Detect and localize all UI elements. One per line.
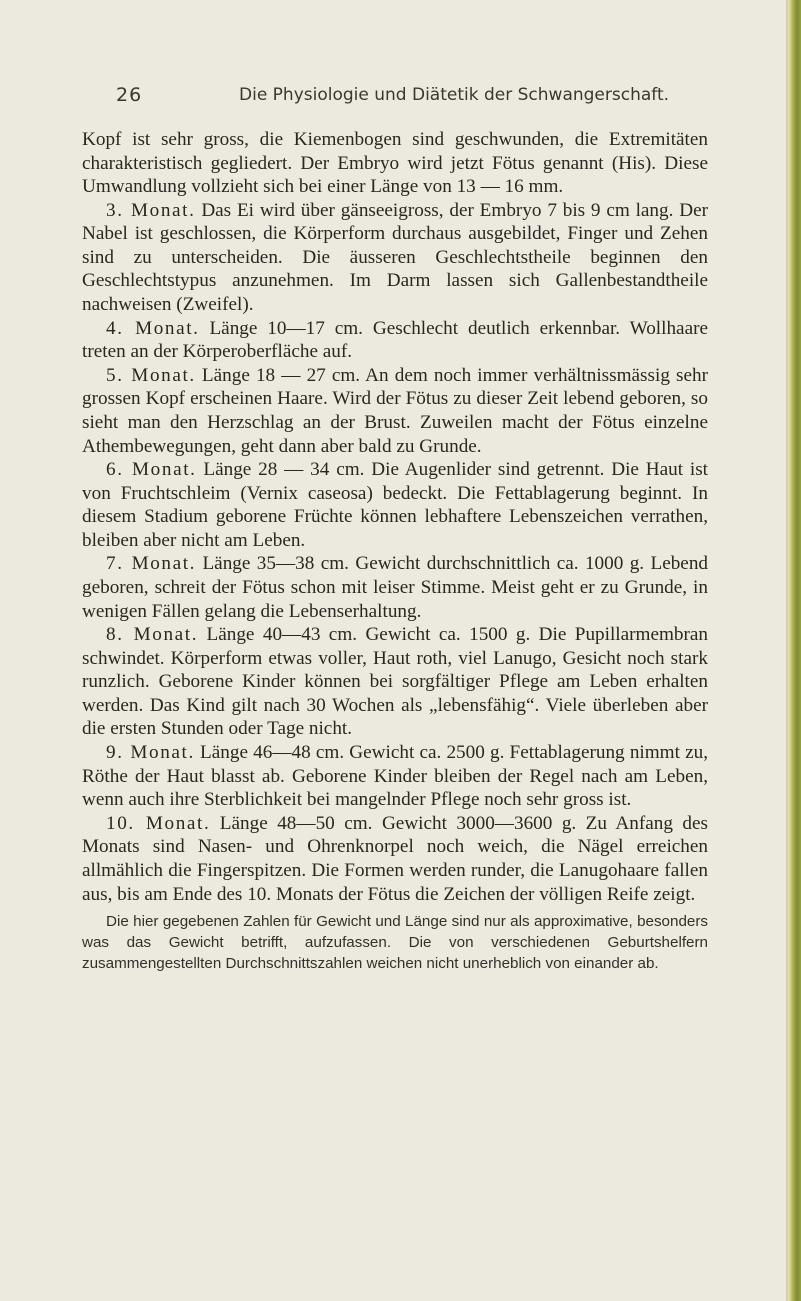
body-text [82, 128, 708, 974]
month-label: 10. Monat. [106, 812, 211, 834]
month-label: 6. Monat. [106, 459, 197, 481]
paragraph-text: Länge 28 — 34 cm. Die Augenlider sind getrennt. Die Haut ist von Fruchtschleim (Vernix caseosa) bedeckt. Die Fettablagerung beginnt. In diesem Stadium geborene Früchte können lebhaftere Lebenszeichen verrathen, bleiben aber nicht am Leben. [82, 459, 709, 551]
paragraph-month-4 [82, 317, 708, 364]
paragraph-month-9 [82, 741, 708, 812]
paragraph-month-8 [82, 623, 708, 741]
paragraph-text: Länge 35—38 cm. Gewicht durchschnittlich ca. 1000 g. Lebend geboren, schreit der Fötus schon mit leiser Stimme. Meist geht er zu Grunde, in wenigen Fällen gelang die Lebenserhaltung. [82, 553, 709, 622]
paragraph-month-3 [82, 199, 708, 317]
month-label: 5. Monat. [106, 364, 196, 386]
month-label: 4. Monat. [106, 317, 200, 339]
month-label: 8. Monat. [106, 624, 199, 646]
paragraph-month-6 [82, 458, 708, 552]
page-edge [786, 0, 801, 1301]
month-label: 9. Monat. [106, 742, 195, 764]
paragraph-month-10 [82, 812, 708, 906]
paragraph-month-5 [82, 364, 708, 458]
running-head: Die Physiologie und Diätetik der Schwangerschaft. [239, 85, 670, 105]
paragraph-text: Kopf ist sehr gross, die Kiemenbogen sind geschwunden, die Extremitäten charakteristisch gegliedert. Der Embryo wird jetzt Fötus genannt (His). Diese Umwandlung vollzieht sich bei einer Länge von 13 — 16 mm. [82, 129, 708, 198]
month-label: 7. Monat. [106, 553, 197, 575]
footnote: Die hier gegebenen Zahlen für Gewicht und Länge sind nur als approximative, besonders was das Gewicht betrifft, aufzufassen. Die von verschiedenen Geburtshelfern zusammengestellten Durchschnittszahlen weichen nicht unerheblich von einander ab. [82, 913, 708, 973]
paragraph-month-7 [82, 552, 708, 623]
page-header [116, 84, 676, 114]
paragraph-text: Länge 18 — 27 cm. An dem noch immer verhältnissmässig sehr grossen Kopf erscheinen Haare. Wird der Fötus zu dieser Zeit lebend geboren, so sieht man den Herzschlag an der Brust. Zuweilen macht der Fötus einzelne Athembewegungen, geht dann aber bald zu Grunde. [82, 364, 708, 457]
month-label: 3. Monat. [106, 199, 196, 221]
paragraph-intro [82, 128, 708, 199]
paragraph-text: Länge 40—43 cm. Gewicht ca. 1500 g. Die Pupillarmembran schwindet. Körperform etwas voller, Haut roth, viel Lanugo, Gesicht noch stark runzlich. Geborene Kinder können bei sorgfältiger Pflege am Leben erhalten werden. Das Kind gilt nach 30 Wochen als „lebensfähig“. Viele überleben aber die ersten Stunden oder Tage nicht. [82, 624, 708, 740]
paragraph-text: Länge 10—17 cm. Geschlecht deutlich erkennbar. Wollhaare treten an der Körperoberfläche auf. [82, 317, 708, 363]
paragraph-text: Das Ei wird über gänseeigross, der Embryo 7 bis 9 cm lang. Der Nabel ist geschlossen, die Körperform durchaus ausgebildet, Finger und Zehen sind zu unterscheiden. Die äusseren Geschlechtstheile beginnen den Geschlechtstypus anzunehmen. Im Darm lassen sich Gallenbestandtheile nachweisen (Zweifel). [82, 199, 708, 316]
paragraph-text: Länge 46—48 cm. Gewicht ca. 2500 g. Fettablagerung nimmt zu, Röthe der Haut blasst ab. Geborene Kinder bleiben der Regel nach am Leben, wenn auch ihre Sterblichkeit bei mangelnder Pflege noch sehr gross ist. [82, 742, 709, 811]
page-number: 26 [116, 84, 143, 106]
paragraph-text: Länge 48—50 cm. Gewicht 3000—3600 g. Zu Anfang des Monats sind Nasen- und Ohrenknorpel noch weich, die Nägel erreichen allmählich die Fingerspitzen. Die Formen werden runder, die Lanugohaare fallen aus, bis am Ende des 10. Monats der Fötus die Zeichen der völligen Reife zeigt. [82, 812, 708, 905]
